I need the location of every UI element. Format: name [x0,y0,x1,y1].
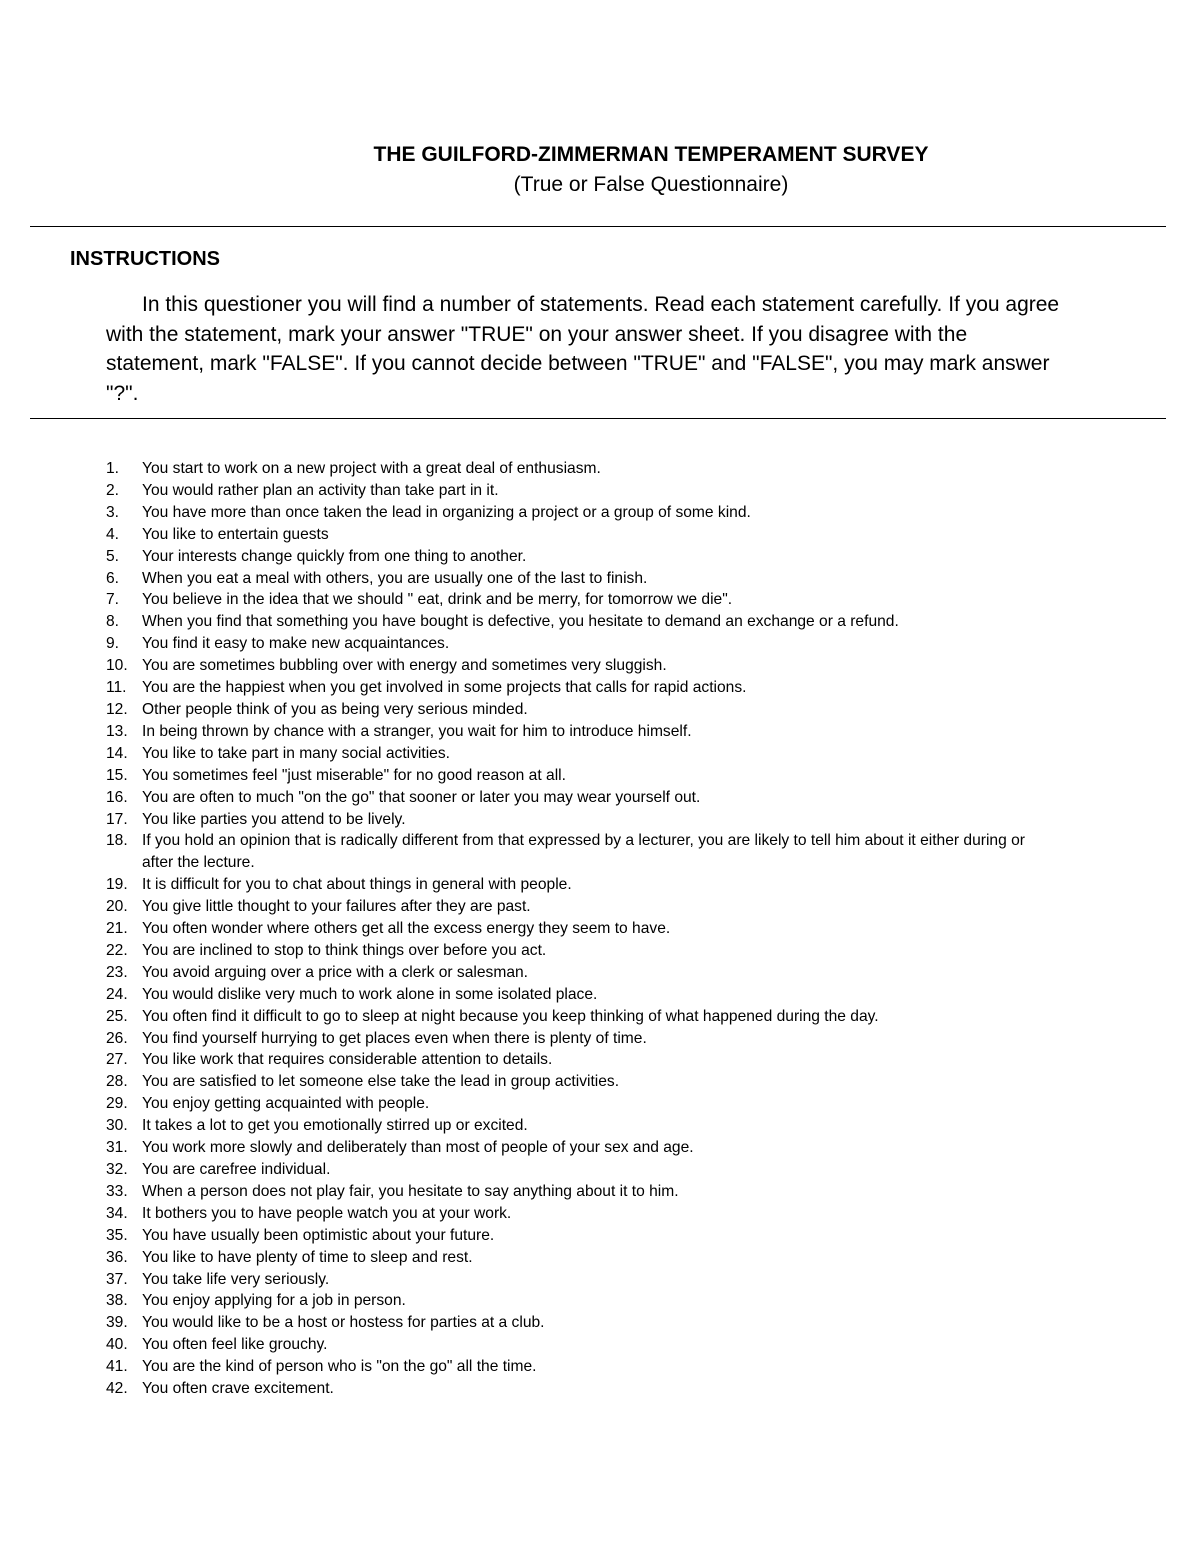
question-text: You believe in the idea that we should " eat, drink and be merry, for tomorrow we die". [142,591,733,609]
question-text: You often find it difficult to go to sleep at night because you keep thinking of what happened during the day. [142,1007,879,1025]
question-text: You have usually been optimistic about your future. [142,1226,495,1244]
question-text: It takes a lot to get you emotionally stirred up or excited. [142,1117,528,1135]
question-text: Your interests change quickly from one thing to another. [142,547,527,565]
question-number: 35. [106,1226,128,1244]
question-text: You are satisfied to let someone else take the lead in group activities. [142,1073,620,1091]
question-item [0,1006,1200,1028]
top-divider [30,226,1166,227]
question-item [0,765,1200,787]
question-item [0,1093,1200,1115]
question-text: You often feel like grouchy. [142,1336,328,1354]
question-text: You take life very seriously. [142,1270,330,1288]
question-text: You start to work on a new project with a great deal of enthusiasm. [142,460,601,477]
question-number: 17. [106,810,128,828]
question-item [0,611,1200,633]
question-number: 20. [106,898,128,916]
question-item [0,1049,1200,1071]
question-text: You like parties you attend to be lively. [142,810,406,828]
question-item [0,589,1200,611]
question-item [0,1225,1200,1247]
question-text: In being thrown by chance with a stranger, you wait for him to introduce himself. [142,722,692,740]
question-text: When you eat a meal with others, you are usually one of the last to finish. [142,569,648,587]
question-number: 40. [106,1336,128,1354]
question-text: You are sometimes bubbling over with energy and sometimes very sluggish. [142,657,667,675]
question-list [0,458,1200,1400]
question-text: You are carefree individual. [142,1161,331,1178]
question-text: You enjoy getting acquainted with people. [142,1095,430,1113]
question-item [0,1159,1200,1181]
question-number: 23. [106,963,128,981]
question-number: 27. [106,1051,128,1069]
question-item [0,677,1200,699]
question-number: 7. [106,591,120,609]
question-text: You have more than once taken the lead in organizing a project or a group of some kind. [142,503,751,521]
question-item [0,699,1200,721]
question-text: You often wonder where others get all the excess energy they seem to have. [142,920,671,938]
question-number: 3. [106,503,120,521]
question-number: 42. [106,1380,128,1398]
question-item [0,1137,1200,1159]
question-number: 13. [106,722,128,740]
question-text: Other people think of you as being very serious minded. [142,700,528,718]
question-item [0,568,1200,590]
question-text: You find yourself hurrying to get places even when there is plenty of time. [142,1029,647,1047]
question-item [0,1028,1200,1050]
question-text: You like to take part in many social activities. [142,744,450,762]
question-number: 12. [106,700,128,718]
question-text: You would like to be a host or hostess for parties at a club. [142,1314,545,1332]
question-text: You would dislike very much to work alone in some isolated place. [142,985,598,1003]
question-item [0,940,1200,962]
question-item [0,1290,1200,1312]
question-number: 30. [106,1117,128,1135]
question-item [0,721,1200,743]
question-number: 15. [106,766,128,784]
instructions-heading: INSTRUCTIONS [70,248,220,270]
question-item [0,874,1200,896]
question-text: You would rather plan an activity than take part in it. [142,481,499,499]
question-item [0,1269,1200,1291]
question-item [0,896,1200,918]
question-number: 21. [106,920,128,938]
question-number: 14. [106,744,128,762]
question-text: You often crave excitement. [142,1380,334,1398]
question-text: You avoid arguing over a price with a clerk or salesman. [142,963,529,981]
question-item [0,633,1200,655]
question-number: 16. [106,788,128,806]
question-text: You are inclined to stop to think things over before you act. [142,941,547,959]
question-number: 10. [106,657,128,675]
question-item [0,1071,1200,1093]
question-text: You work more slowly and deliberately than most of people of your sex and age. [142,1139,694,1157]
question-item [0,1334,1200,1356]
question-number: 37. [106,1270,128,1288]
question-text: You give little thought to your failures after they are past. [142,898,531,916]
question-item [0,1378,1200,1400]
question-item [0,743,1200,765]
question-number: 5. [106,547,120,565]
question-text: It bothers you to have people watch you at your work. [142,1204,512,1222]
question-item [0,1181,1200,1203]
document-title: THE GUILFORD-ZIMMERMAN TEMPERAMENT SURVEY [373,143,929,166]
question-number: 11. [106,679,127,697]
question-item [0,787,1200,809]
question-item [0,830,1200,874]
question-item [0,1203,1200,1225]
question-number: 22. [106,941,128,959]
question-text: You like work that requires considerable attention to details. [142,1051,553,1069]
question-number: 6. [106,569,120,587]
question-item [0,984,1200,1006]
question-text: You sometimes feel "just miserable" for no good reason at all. [142,766,566,784]
question-item [0,502,1200,524]
question-number: 41. [106,1358,128,1376]
question-item [0,918,1200,940]
question-number: 19. [106,876,128,894]
question-number: 24. [106,985,128,1003]
question-item [0,809,1200,831]
question-item [0,1356,1200,1378]
question-number: 31. [106,1139,128,1157]
question-item [0,1247,1200,1269]
question-item [0,480,1200,502]
question-text: You like to entertain guests [142,525,329,543]
question-number: 38. [106,1292,128,1310]
question-item [0,524,1200,546]
question-text: You are the happiest when you get involved in some projects that calls for rapid actions. [142,679,747,697]
question-number: 1. [106,460,120,477]
question-number: 9. [106,635,120,653]
question-number: 8. [106,613,120,631]
question-item [0,962,1200,984]
question-text: When a person does not play fair, you hesitate to say anything about it to him. [142,1182,679,1200]
question-number: 33. [106,1182,128,1200]
question-item [0,546,1200,568]
question-number: 26. [106,1029,128,1047]
question-item [0,655,1200,677]
question-number: 39. [106,1314,128,1332]
question-text: When you find that something you have bought is defective, you hesitate to demand an exchange or a refund. [142,613,899,631]
question-number: 18. [106,832,128,850]
question-text: You are often to much "on the go" that sooner or later you may wear yourself out. [142,788,701,806]
question-number: 2. [106,481,120,499]
question-number: 34. [106,1204,128,1222]
question-text: You are the kind of person who is "on the go" all the time. [142,1358,537,1376]
question-number: 28. [106,1073,128,1091]
question-text: You find it easy to make new acquaintances. [142,635,450,653]
question-number: 36. [106,1248,128,1266]
question-text: You like to have plenty of time to sleep and rest. [142,1248,473,1266]
question-item [0,1115,1200,1137]
question-number: 4. [106,525,120,543]
question-number: 32. [106,1161,128,1178]
question-text: It is difficult for you to chat about things in general with people. [142,876,572,894]
question-item [0,1312,1200,1334]
question-text: You enjoy applying for a job in person. [142,1292,406,1310]
question-item [0,458,1200,480]
bottom-divider [30,418,1166,419]
question-text: If you hold an opinion that is radically different from that expressed by a lecturer, you are likely to tell him about it either during or after the lecture. [142,832,1025,872]
document-subtitle: (True or False Questionnaire) [513,173,789,196]
question-number: 29. [106,1095,128,1113]
instructions-text: In this questioner you will find a number of statements. Read each statement carefully. If you agree with the statement, mark your answer "TRUE" on your answer sheet. If you disagree with the statement, mark "FALSE". If you cannot decide between "TRUE" and "FALSE", you may mark answer "?". [106,293,1060,405]
question-number: 25. [106,1007,128,1025]
